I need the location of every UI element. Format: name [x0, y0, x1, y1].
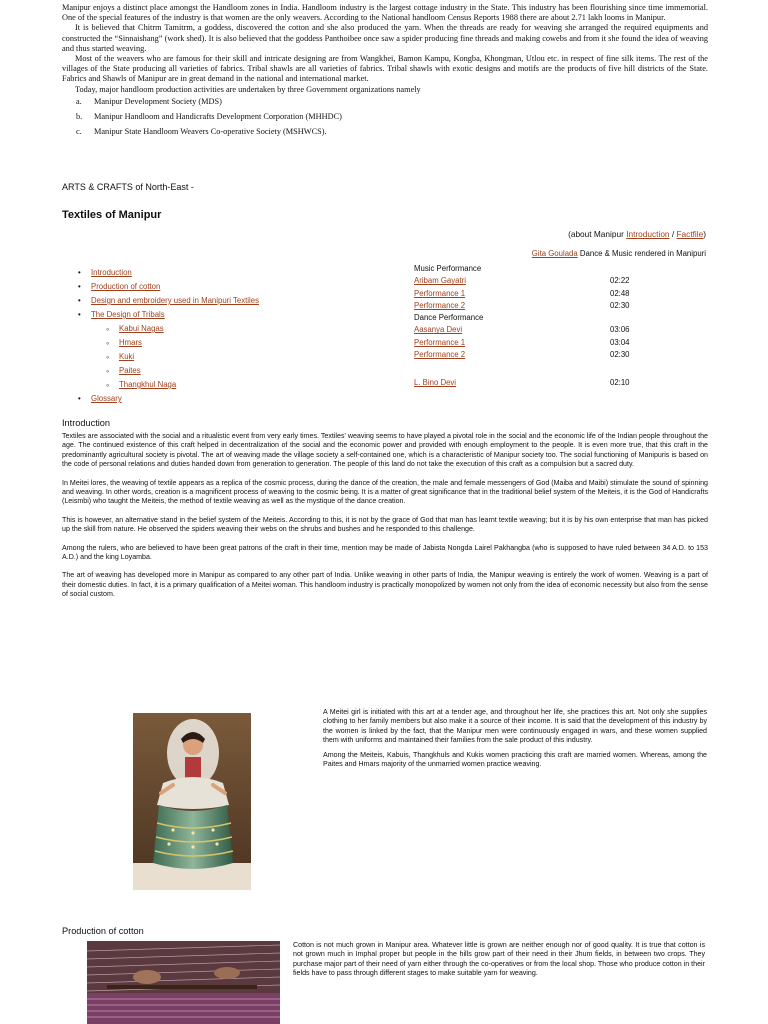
- duration: 02:22: [610, 276, 630, 286]
- duration: 03:04: [610, 337, 630, 347]
- introduction-link[interactable]: Introduction: [626, 229, 670, 239]
- list-marker: c.: [76, 127, 82, 137]
- about-suffix: ): [703, 229, 706, 239]
- toc-item: [78, 280, 259, 294]
- duration: 02:48: [610, 288, 630, 298]
- toc-item: [78, 294, 259, 308]
- toc-link-glossary[interactable]: Glossary: [91, 394, 122, 403]
- toc-link-tribals[interactable]: The Design of Tribals: [91, 310, 165, 319]
- weaving-women-text: [323, 708, 707, 774]
- performance-row: [414, 377, 654, 389]
- factfile-link[interactable]: Factfile: [676, 229, 704, 239]
- toc-subitem: [106, 378, 259, 392]
- separator: /: [671, 229, 675, 239]
- toc-subitem: [106, 322, 259, 336]
- paragraph: Today, major handloom production activities are undertaken by three Government organizations namely: [75, 84, 421, 94]
- dance-header-row: [414, 312, 654, 324]
- toc-subitem: [106, 364, 259, 378]
- performance-list: [414, 263, 654, 390]
- performance-link[interactable]: Performance 1: [414, 288, 466, 298]
- gita-goulada-line: [532, 249, 706, 258]
- duration: 02:10: [610, 378, 630, 388]
- about-prefix: (about Manipur: [568, 229, 624, 239]
- paragraph: In Meitei lores, the weaving of textile appears as a replica of the cosmic process, during the dance of the creation, the male and female messengers of God (Maiba and Maibi) stimulate the sound of spinning and weaving. In other words, creation is a magnificent process of weaving to the cosmic being. It is a matter of great significance that in the traditional belief system of the Meiteis, it is the God of Handicrafts (Leismbi) who taught the Meiteis, the method of textile weaving as well as the mystique of the dance creation.: [62, 478, 708, 506]
- dance-performance-header: Dance Performance: [414, 313, 484, 323]
- list-marker: a.: [76, 96, 82, 106]
- list-item-text: Manipur State Handloom Weavers Co-operative Society (MSHWCS).: [94, 127, 327, 137]
- duration: 02:30: [610, 350, 630, 360]
- weaving-loom-photo: [87, 941, 280, 1024]
- arts-crafts-heading: ARTS & CRAFTS of North-East -: [62, 182, 194, 192]
- list-marker: b.: [76, 112, 83, 122]
- production-heading: Production of cotton: [62, 926, 144, 936]
- list-item: [76, 112, 708, 122]
- toc-item: [78, 392, 259, 406]
- toc-link-design[interactable]: Design and embroidery used in Manipuri Textiles: [91, 296, 260, 305]
- list-item: [76, 127, 708, 137]
- list-item-text: Manipur Development Society (MDS): [94, 96, 222, 106]
- performance-link[interactable]: Performance 1: [414, 337, 466, 347]
- cotton-production-text: [293, 941, 705, 979]
- paragraph: Manipur enjoys a distinct place amongst the Handloom zones in India. Handloom industry is the largest cottage industry in the State. This industry has been flourishing since time immemorial. One of the special features of the industry is that women are the only weavers. According to the National handloom Census Reports 1988 there are about 2.71 lakh looms in Manipur.: [62, 3, 708, 23]
- introduction-body: [62, 432, 708, 609]
- spacer: [414, 361, 654, 377]
- list-item: [76, 97, 708, 107]
- manipuri-dancer-photo: [133, 713, 251, 890]
- toc-subitem: [106, 350, 259, 364]
- performance-row: [414, 337, 654, 349]
- toc-sublist: [106, 322, 259, 392]
- about-manipur-links: [568, 229, 706, 239]
- toc-item: [78, 308, 259, 392]
- duration: 03:06: [610, 325, 630, 335]
- performance-row: [414, 288, 654, 300]
- toc-link-paites[interactable]: Paites: [119, 366, 141, 375]
- performance-row: [414, 275, 654, 287]
- paragraph: This is however, an alternative stand in the belief system of the Meiteis. According to this, it is not by the grace of God that man has learnt textile weaving; but it is by his own enterprise that man has picked up the skill from nature. He observed the spiders weaving their webs on the shrubs and bushes and he responded to this challenge.: [62, 515, 708, 534]
- toc-link-thangkhul-naga[interactable]: Thangkhul Naga: [119, 380, 177, 389]
- toc-item: [78, 266, 259, 280]
- paragraph: It is believed that Chitrm Tamitrm, a goddess, discovered the cotton and she also produced the yarn. When the threads are ready for weaving she arranged the required equipments and constructed the “Sinnaishang” (work shed). It is also believed that the goddess Panthoibee once saw a spider producing fine threads and making cowebs and from it she found the idea of weaving and thus started weaving.: [62, 23, 708, 53]
- performance-link[interactable]: Performance 2: [414, 300, 466, 310]
- duration: 02:30: [610, 300, 630, 310]
- performance-link[interactable]: Aasanya Devi: [414, 325, 463, 335]
- performance-link[interactable]: L. Bino Devi: [414, 378, 457, 388]
- paragraph: Textiles are associated with the social and a ritualistic event from very early times. Textiles' weaving seems to have played a pivotal role in the social and the economic life of the Indian people throughout the age. The continued existence of this craft helped in decentralization of the social and the economic power and provided with enough employment to the people. It is even more true, that this craft in the predominantly agricultural society is pivotal. The art of weaving made the village society a self-contained one, which is a characteristic of Manipur society too. The social functioning of Manipuris is based on the code of personal relations and duties handed down from generation to generation. The people of this land do not take the execution of this craft as a compulsion but a sacred duty.: [62, 432, 708, 469]
- performance-row: [414, 324, 654, 336]
- music-header-row: [414, 263, 654, 275]
- music-performance-header: Music Performance: [414, 264, 482, 273]
- performance-row: [414, 300, 654, 312]
- toc-link-hmars[interactable]: Hmars: [119, 338, 142, 347]
- performance-row: [414, 349, 654, 361]
- toc-link-production[interactable]: Production of cotton: [91, 282, 161, 291]
- toc-subitem: [106, 336, 259, 350]
- paragraph: Among the Meiteis, Kabuis, Thangkhuls and Kukis women practicing this craft are married women. Whereas, among the Paites and Hmars majority of the unmarried women practice weaving.: [323, 750, 707, 769]
- gita-description: Dance & Music rendered in Manipuri: [579, 249, 706, 258]
- list-item-text: Manipur Handloom and Handicrafts Development Corporation (MHHDC): [94, 112, 342, 122]
- toc-link-kuki[interactable]: Kuki: [119, 352, 135, 361]
- paragraph: The art of weaving has developed more in Manipur as compared to any other part of India. Unlike weaving in other parts of India, the Manipur weaving is entirely the work of women. Weaving is a part of their domestic duties. In fact, it is a primary qualification of a Meitei woman. This handloom industry is practically monopolized by women not only from the idea of economic necessity but also from the sense of social custom.: [62, 571, 708, 599]
- performance-link[interactable]: Performance 2: [414, 350, 466, 360]
- paragraph: A Meitei girl is initiated with this art at a tender age, and throughout her life, she practices this art. Not only she supplies clothing to her family members but also make it a source of their income. It is said that the development of this industry by the women is linked by the fact, that the Manipur men were continuously engaged in wars, and these women supplied them with uniforms and maintained their families from the sale product of this industry.: [323, 708, 707, 745]
- performance-link[interactable]: Aribam Gayatri: [414, 276, 466, 286]
- introduction-heading: Introduction: [62, 418, 111, 428]
- organization-list: [62, 97, 708, 138]
- table-of-contents: [78, 266, 259, 406]
- intro-text-block: [62, 3, 708, 142]
- gita-goulada-link[interactable]: Gita Goulada: [531, 249, 578, 258]
- paragraph: Cotton is not much grown in Manipur area. Whatever little is grown are neither enough nor of good quality. It is true that cotton is not grown much in Imphal proper but people in the hills grow part of their need in their Jhum fields, in between two crops. They purchase major part of their need of yarn either through the co-operatives or from the local shop. Those who produce cotton in their fields have to pass through different stages to make suitable yarn for weaving.: [293, 941, 705, 978]
- paragraph: Among the rulers, who are believed to have been great patrons of the craft in their time, mention may be made of Jabista Nongda Lairel Pakhangba (who is supposed to have ruled between 34 A.D. to 153 A.D.) and the king Loyamba.: [62, 543, 708, 562]
- paragraph: Most of the weavers who are famous for their skill and intricate designing are from Wangkhei, Bamon Kampu, Kongba, Khongman, Utlou etc. in respect of fine silk items. The rest of the villages of the State producing all varieties of fabrics. Tribal shawls are all varieties of fabrics. Tribal shawls with exotic designs and motifs are the products of five hill districts of the State. Fabrics and Shawls of Manipur are in great demand in the national and international market.: [62, 54, 708, 84]
- toc-link-introduction[interactable]: Introduction: [91, 268, 132, 277]
- page-title: Textiles of Manipur: [62, 209, 162, 221]
- toc-link-kabui-nagas[interactable]: Kabui Nagas: [119, 324, 164, 333]
